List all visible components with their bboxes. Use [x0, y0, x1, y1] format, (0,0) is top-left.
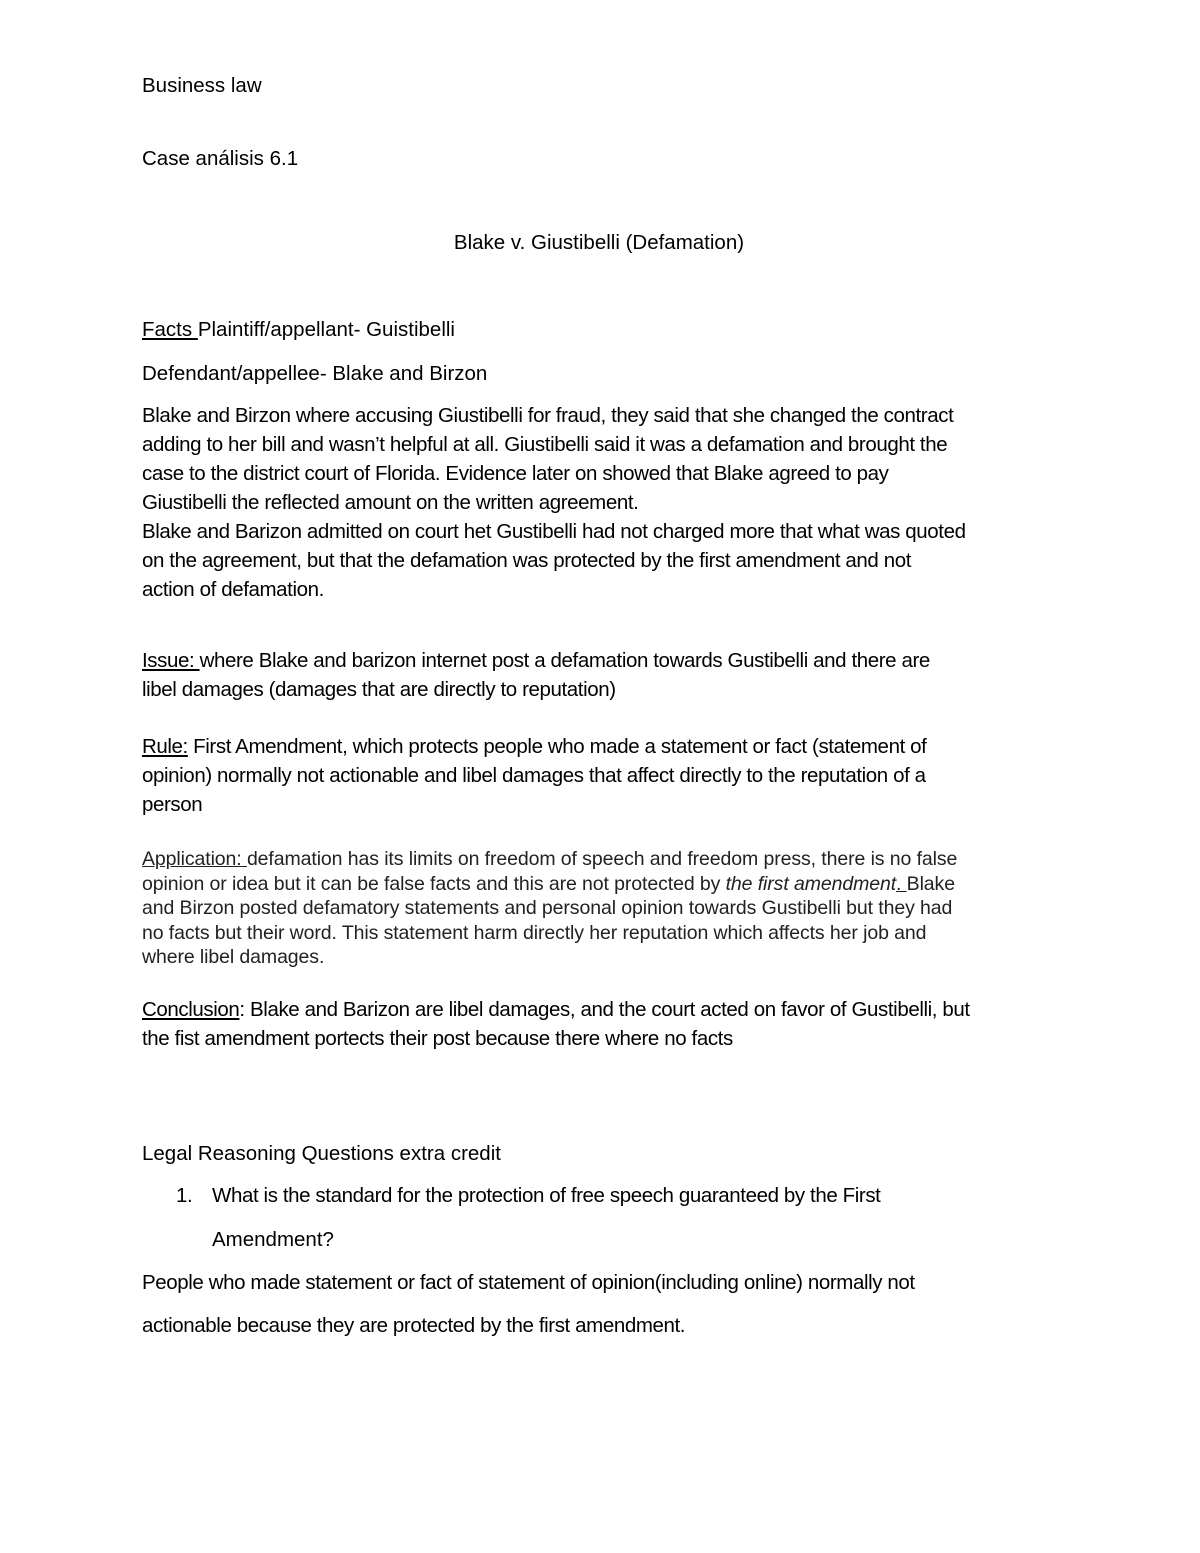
facts-p1-line: adding to her bill and wasn’t helpful at all. Giustibelli said it was a defamation and brought the: [142, 433, 948, 456]
issue-section: [142, 646, 1072, 704]
conclusion-text-line: the fist amendment portects their post because there where no facts: [142, 1027, 733, 1050]
application-text-line: no facts but their word. This statement harm directly her reputation which affects her job and: [142, 921, 927, 944]
question-text: What is the standard for the protection of free speech guaranteed by the First: [212, 1184, 881, 1207]
conclusion-text: : Blake and Barizon are libel damages, and the court acted on favor of Gustibelli, but: [239, 998, 970, 1021]
application-text: .: [896, 872, 907, 895]
question-number: 1.: [176, 1184, 193, 1207]
application-text: defamation has its limits on freedom of speech and freedom press, there is no false: [246, 848, 958, 870]
assignment-title: Case análisis 6.1: [142, 147, 299, 170]
facts-p2-line: action of defamation.: [142, 578, 324, 601]
application-text-line: where libel damages.: [142, 946, 325, 969]
question-1-continuation: Amendment?: [212, 1228, 334, 1251]
facts-p1-line: Giustibelli the reflected amount on the written agreement.: [142, 491, 639, 514]
application-text: Blake: [906, 872, 955, 895]
facts-p1-line: Blake and Birzon where accusing Giustibelli for fraud, they said that she changed the contract: [142, 404, 954, 427]
rule-label: Rule:: [142, 735, 188, 758]
rule-section: [142, 732, 1072, 819]
issue-text-line: libel damages (damages that are directly to reputation): [142, 678, 616, 701]
conclusion-section: [142, 995, 1072, 1053]
facts-p2-line: Blake and Barizon admitted on court het Gustibelli had not charged more that what was quoted: [142, 520, 966, 543]
application-text: opinion or idea but it can be false facts and this are not protected by: [142, 872, 726, 895]
application-text-line: and Birzon posted defamatory statements and personal opinion towards Gustibelli but they had: [142, 897, 953, 920]
facts-p1-line: case to the district court of Florida. Evidence later on showed that Blake agreed to pay: [142, 462, 889, 485]
answer-1-line-2: actionable because they are protected by the first amendment.: [142, 1314, 686, 1337]
question-1: [176, 1181, 1076, 1210]
facts-heading-line: [142, 315, 1072, 344]
extra-credit-heading: Legal Reasoning Questions extra credit: [142, 1142, 501, 1165]
application-label: Application:: [142, 848, 247, 870]
course-title: Business law: [142, 74, 262, 97]
rule-text-line: person: [142, 793, 203, 816]
plaintiff-text: Plaintiff/appellant- Guistibelli: [197, 318, 455, 341]
issue-text: where Blake and barizon internet post a defamation towards Gustibelli and there are: [199, 649, 930, 672]
conclusion-label: Conclusion: [142, 998, 240, 1021]
answer-1-line-1: People who made statement or fact of statement of opinion(including online) normally not: [142, 1271, 915, 1294]
application-italic-text: the first amendment: [725, 872, 897, 895]
issue-label: Issue:: [142, 649, 200, 672]
case-title: Blake v. Giustibelli (Defamation): [453, 231, 745, 254]
application-section: [142, 847, 1072, 970]
rule-text: First Amendment, which protects people who made a statement or fact (statement of: [187, 735, 927, 758]
facts-paragraph-1: [142, 401, 1072, 604]
facts-label: Facts: [142, 318, 198, 341]
defendant-text: Defendant/appellee- Blake and Birzon: [142, 362, 488, 385]
rule-text-line: opinion) normally not actionable and libel damages that affect directly to the reputation of a: [142, 764, 926, 787]
facts-p2-line: on the agreement, but that the defamation was protected by the first amendment and not: [142, 549, 912, 572]
